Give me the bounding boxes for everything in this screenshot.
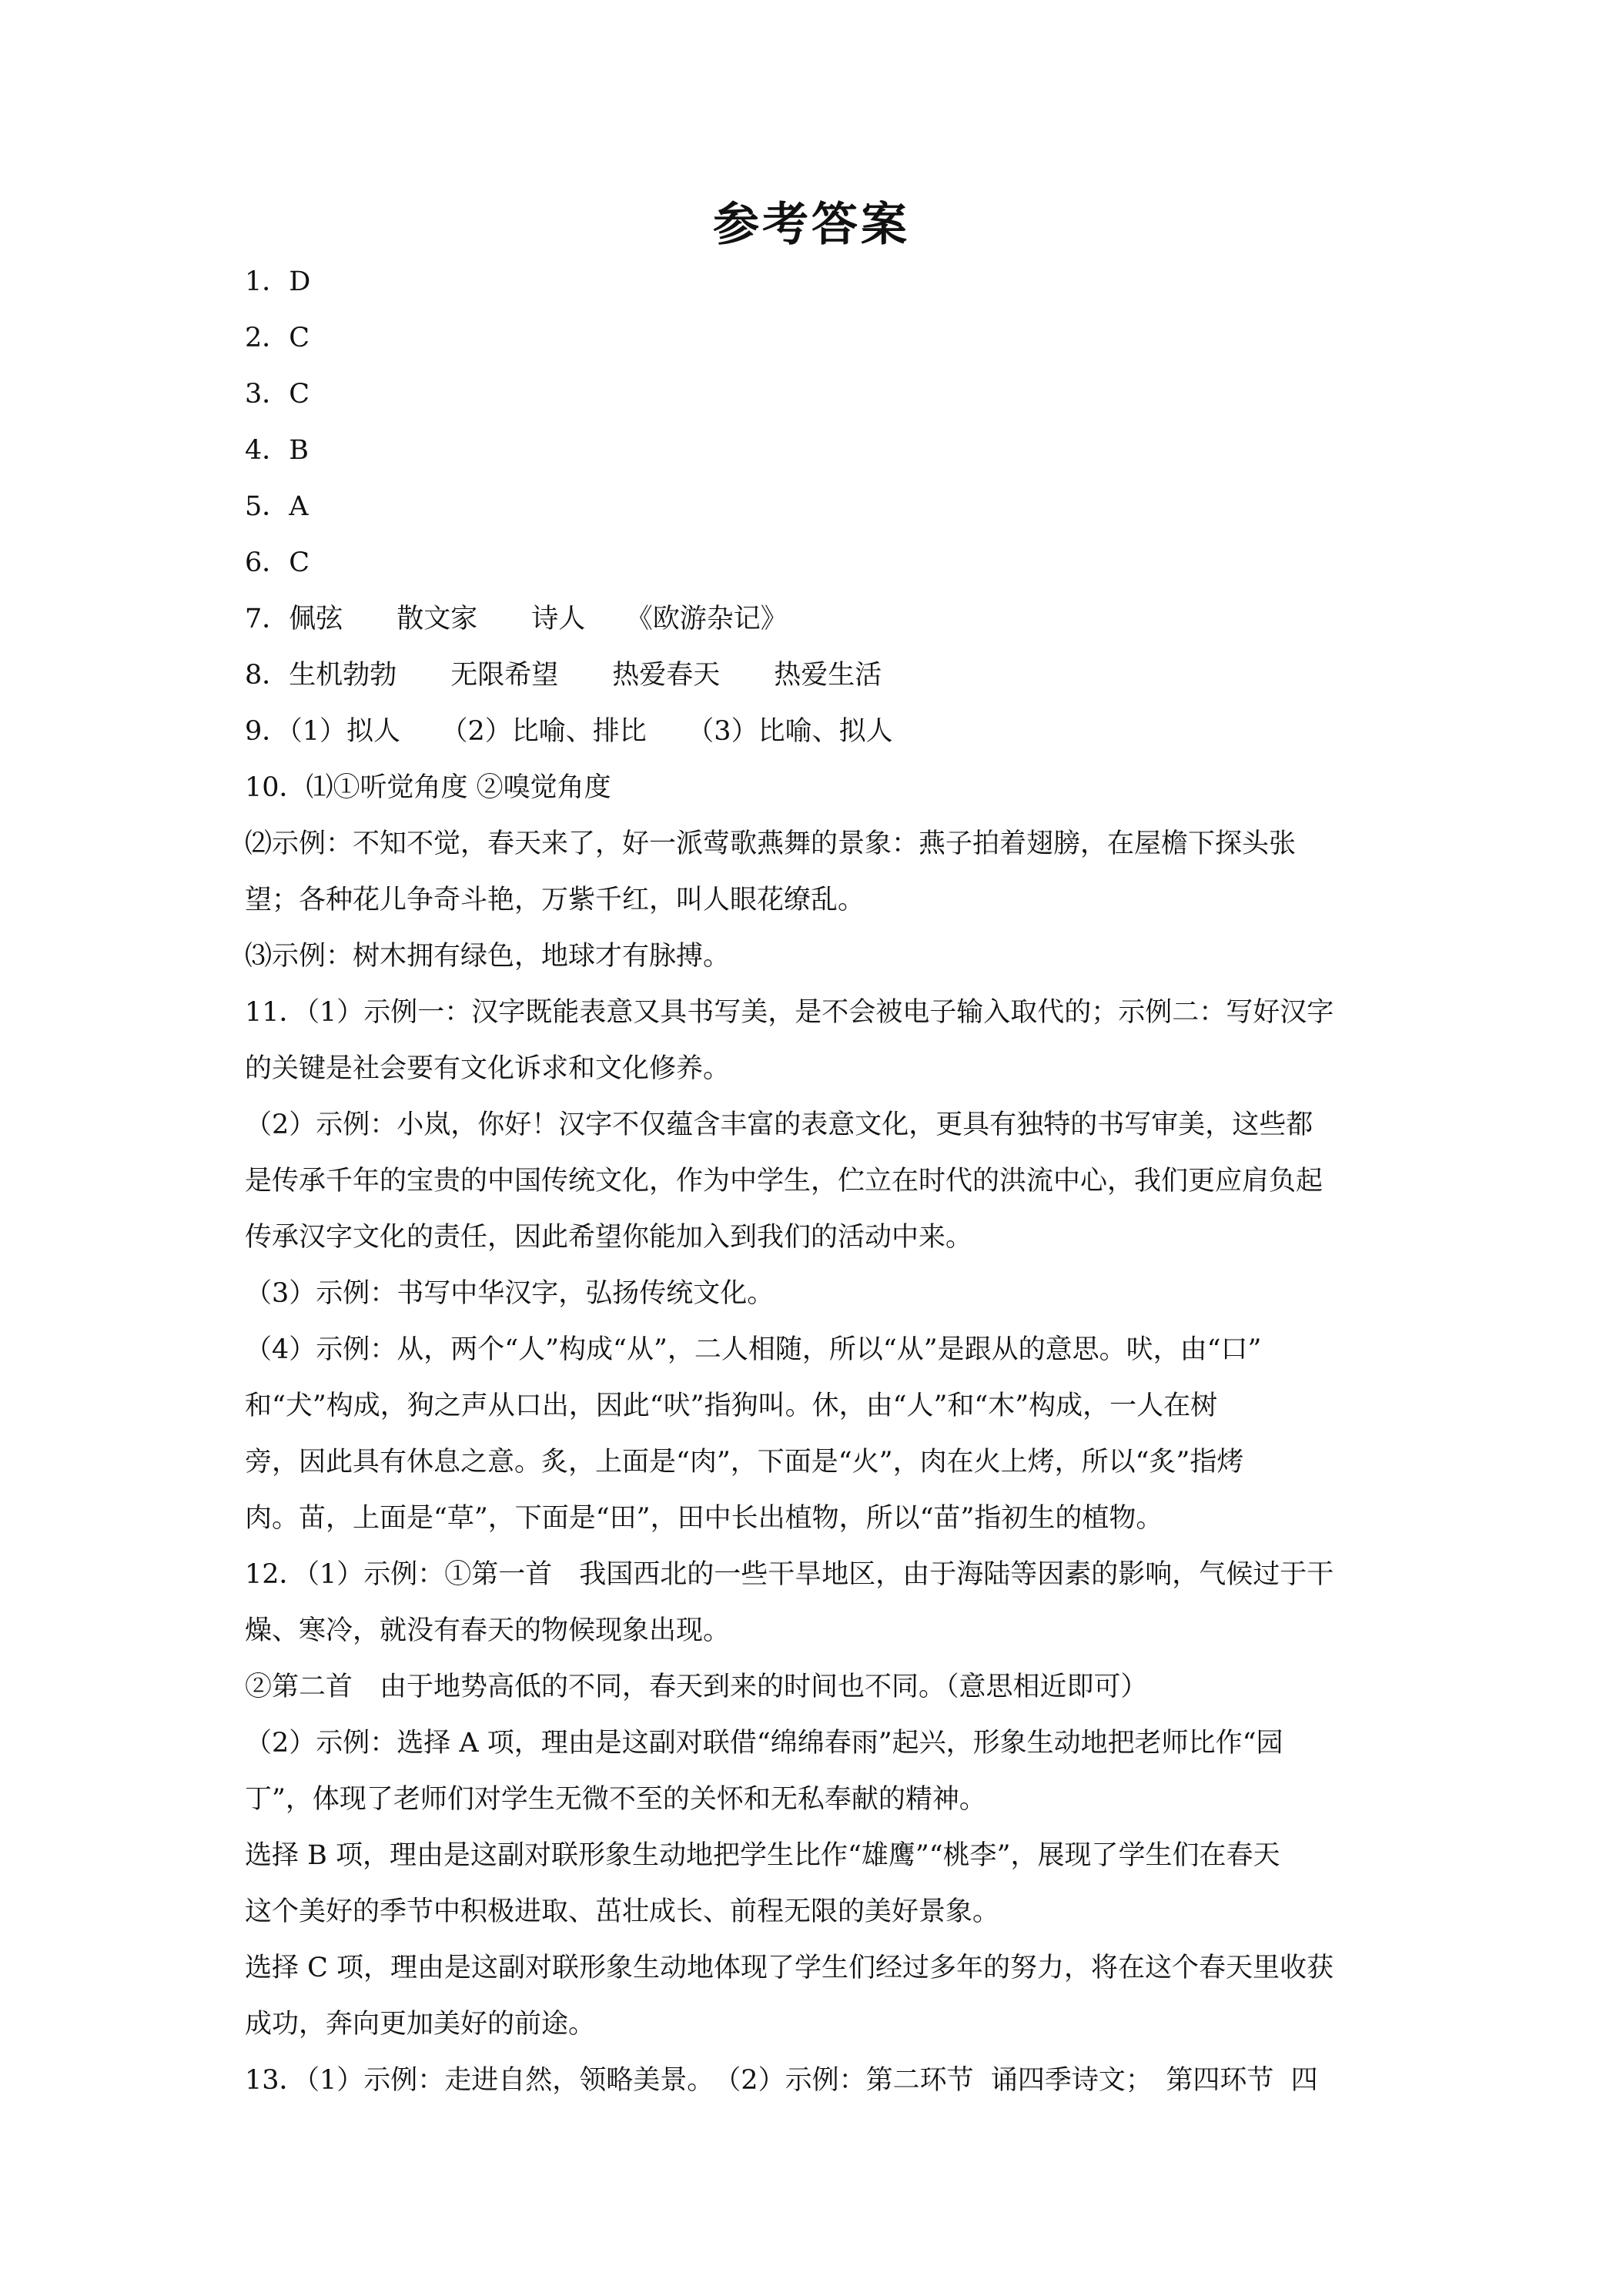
answer-line-31: 选择 C 项，理由是这副对联形象生动地体现了学生们经过多年的努力，将在这个春天里收获 (245, 1953, 1334, 1983)
answer-line-26: ②第二首 由于地势高低的不同，春天到来的时间也不同。（意思相近即可） (245, 1672, 1148, 1702)
answer-line-27: （2）示例：选择 A 项，理由是这副对联借“绵绵春雨”起兴，形象生动地把老师比作“园 (245, 1728, 1283, 1759)
answer-line-22: 旁，因此具有休息之意。炙，上面是“肉”，下面是“火”，肉在火上烤，所以“炙”指烤 (245, 1447, 1244, 1478)
answer-line-9: 9．（1）拟人 （2）比喻、排比 （3）比喻、拟人 (245, 716, 893, 747)
answer-line-12: 望；各种花儿争奇斗艳，万紫千红，叫人眼花缭乱。 (245, 885, 865, 915)
answer-line-33: 13．（1）示例：走进自然，领略美景。 （2）示例：第二环节 诵四季诗文； 第四环节 四 (245, 2065, 1318, 2096)
answer-line-23: 肉。苗，上面是“草”，下面是“田”，田中长出植物，所以“苗”指初生的植物。 (245, 1503, 1163, 1534)
answer-line-5: 5．A (245, 491, 309, 522)
answer-line-6: 6．C (245, 547, 310, 578)
answer-line-11: ⑵示例：不知不觉，春天来了，好一派莺歌燕舞的景象：燕子拍着翅膀，在屋檐下探头张 (245, 828, 1297, 859)
answer-line-21: 和“犬”构成，狗之声从口出，因此“吠”指狗叫。休，由“人”和“木”构成，一人在树 (245, 1391, 1218, 1421)
answer-line-24: 12．（1）示例：①第一首 我国西北的一些干旱地区，由于海陆等因素的影响，气候过于干 (245, 1559, 1334, 1590)
answer-line-2: 2．C (245, 323, 310, 353)
answer-line-15: 的关键是社会要有文化诉求和文化修养。 (245, 1053, 731, 1084)
answer-line-14: 11．（1）示例一：汉字既能表意又具书写美，是不会被电子输入取代的；示例二：写好汉字 (245, 997, 1334, 1028)
answer-line-3: 3．C (245, 379, 310, 410)
answer-line-20: （4）示例：从，两个“人”构成“从”，二人相随，所以“从”是跟从的意思。吠，由“口” (245, 1334, 1262, 1365)
answer-line-25: 燥、寒冷，就没有春天的物候现象出现。 (245, 1615, 731, 1646)
answer-line-7: 7．佩弦 散文家 诗人 《欧游杂记》 (245, 604, 788, 634)
answer-line-19: （3）示例：书写中华汉字，弘扬传统文化。 (245, 1278, 775, 1309)
answer-line-29: 选择 B 项，理由是这副对联形象生动地把学生比作“雄鹰”“桃李”，展现了学生们在春天 (245, 1840, 1280, 1871)
answer-line-32: 成功，奔向更加美好的前途。 (245, 2009, 596, 2040)
answer-line-18: 传承汉字文化的责任，因此希望你能加入到我们的活动中来。 (245, 1222, 973, 1253)
answer-line-8: 8．生机勃勃 无限希望 热爱春天 热爱生活 (245, 660, 882, 691)
answer-line-1: 1．D (245, 266, 311, 297)
page-title: 参考答案 (713, 198, 910, 252)
answer-line-16: （2）示例：小岚，你好！汉字不仅蕴含丰富的表意文化，更具有独特的书写审美，这些都 (245, 1110, 1313, 1140)
answer-line-17: 是传承千年的宝贵的中国传统文化，作为中学生，伫立在时代的洪流中心，我们更应肩负起 (245, 1166, 1323, 1197)
answer-line-10: 10．⑴①听觉角度 ②嗅觉角度 (245, 772, 611, 803)
answer-body (245, 254, 1384, 2109)
answer-line-28: 丁”，体现了老师们对学生无微不至的关怀和无私奉献的精神。 (245, 1784, 986, 1815)
answer-line-30: 这个美好的季节中积极进取、茁壮成长、前程无限的美好景象。 (245, 1896, 1000, 1927)
answer-line-4: 4．B (245, 435, 309, 466)
answer-line-13: ⑶示例：树木拥有绿色，地球才有脉搏。 (245, 941, 731, 972)
